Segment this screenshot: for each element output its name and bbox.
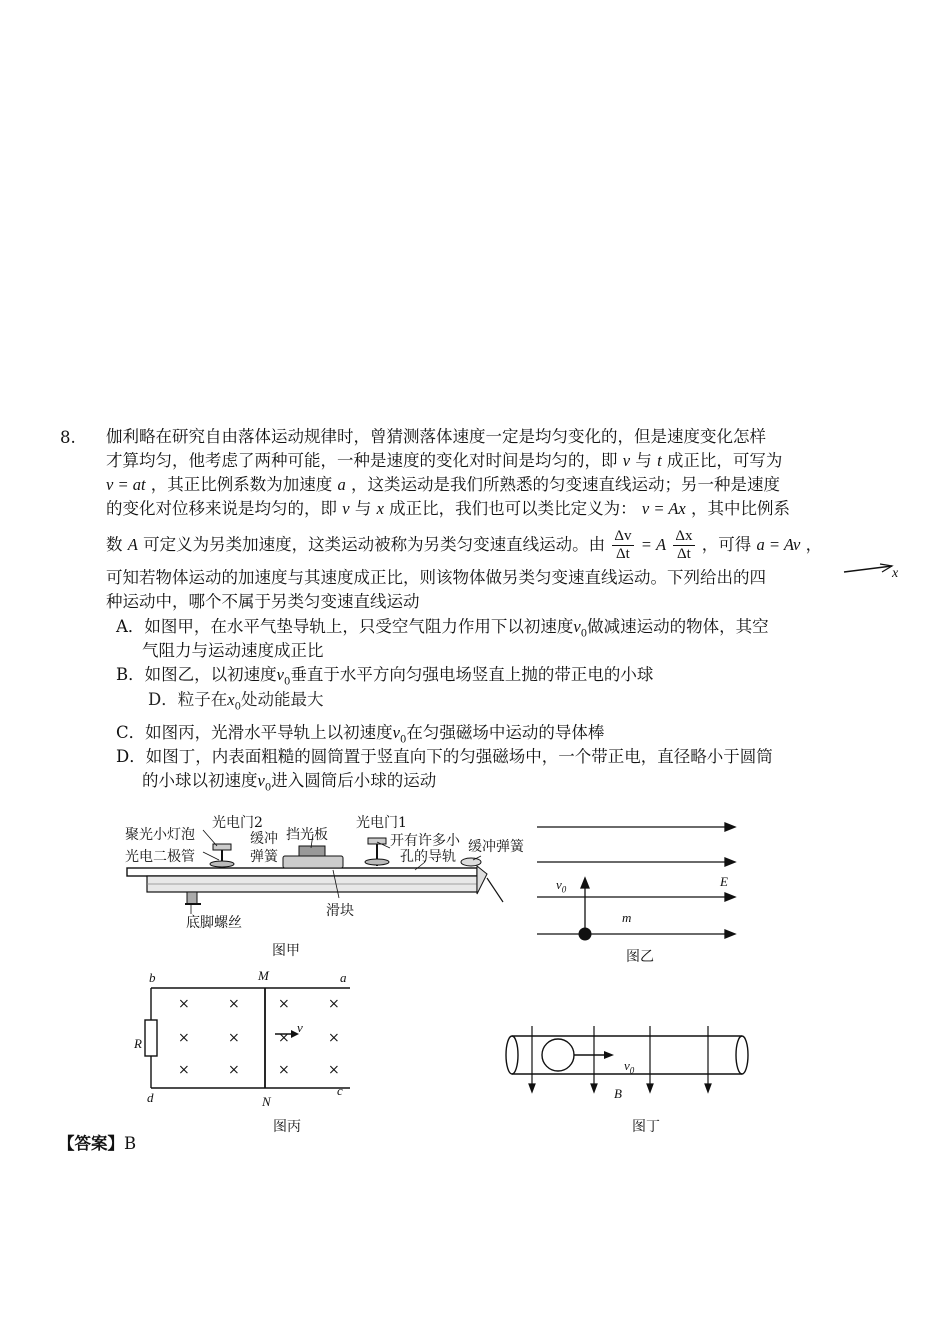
var-v: v [556, 877, 562, 892]
stem-text: ，其正比例系数为加速度 [150, 475, 333, 494]
label-E: E [720, 874, 728, 889]
numerator: Δv [614, 528, 632, 544]
stray-x-label: x [892, 566, 899, 581]
option-text: B．如图乙，以初速度 [116, 665, 277, 684]
label-blocking-plate: 挡光板 [286, 827, 328, 843]
var-A: A [127, 535, 138, 554]
option-text: 在匀强磁场中运动的导体棒 [406, 723, 605, 742]
numerator: Δx [675, 528, 693, 544]
stem-text: 可知若物体运动的加速度与其速度成正比，则该物体做另类匀变速直线运动。下列给出的四 [106, 568, 766, 587]
subscript: 0 [629, 1065, 635, 1076]
stem-line-6 [106, 567, 766, 589]
stem-line-3 [106, 474, 780, 496]
question-number: 8. [60, 428, 76, 447]
fraction-dx-dt [673, 528, 694, 563]
subscript: 0 [399, 734, 407, 746]
label-N: N [262, 1094, 271, 1109]
subscript: 0 [283, 676, 291, 688]
label-holes: 开有许多小 [390, 833, 460, 849]
stem-text: 与 [354, 499, 372, 518]
label-gate-1: 光电门1 [356, 815, 407, 831]
label-M: M [258, 968, 269, 983]
option-text: 做减速运动的物体，其空 [587, 617, 769, 636]
option-text: 气阻力与运动速度成正比 [142, 641, 324, 660]
answer-value: B [124, 1134, 137, 1153]
label-gate-2: 光电门2 [212, 815, 263, 831]
option-text: C．如图丙，光滑水平导轨上以初速度 [116, 723, 393, 742]
var-v: v [342, 499, 350, 518]
label-buffer-spring-2: 缓冲弹簧 [468, 839, 524, 855]
label-B: B [614, 1086, 622, 1101]
denominator: Δt [677, 546, 691, 562]
cross-icon: × [178, 1062, 190, 1078]
stem-text: 可定义为另类加速度，这类运动被称为另类匀变速直线运动。由 [143, 535, 606, 554]
label-R: R [134, 1036, 142, 1051]
cross-icon: × [228, 1062, 240, 1078]
caption-jia: 图甲 [272, 943, 300, 959]
caption-bing: 图丙 [273, 1119, 301, 1135]
var-v0: v [392, 723, 400, 742]
cross-icon: × [178, 996, 190, 1012]
stem-text: ，这类运动是我们所熟悉的匀变速直线运动；另一种是速度 [351, 475, 781, 494]
stem-text: 才算均匀，他考虑了两种可能，一种是速度的变化对时间是均匀的，即 [106, 451, 618, 470]
stem-text: ， [805, 535, 823, 554]
overlap-line [148, 689, 324, 713]
cross-icon: × [328, 996, 340, 1012]
label-foot-screw: 底脚螺丝 [186, 915, 242, 931]
answer-line [58, 1133, 136, 1155]
label-c: c [337, 1083, 343, 1098]
subscript: 0 [561, 884, 567, 895]
overlap-text: 处动能最大 [240, 690, 324, 709]
figure-yi-drawing [535, 818, 745, 943]
subscript: 0 [264, 782, 272, 794]
label-v0-yi [556, 877, 566, 895]
stem-text: 与 [635, 451, 652, 470]
var-x: x [376, 499, 384, 518]
cross-icon: × [278, 996, 290, 1012]
cross-icon: × [278, 1030, 290, 1046]
option-d-line-2 [142, 770, 436, 799]
stem-text: ，可得 [701, 535, 752, 554]
option-text: 垂直于水平方向匀强电场竖直上抛的带正电的小球 [290, 665, 654, 684]
stem-line-5 [106, 528, 822, 563]
option-text: 进入圆筒后小球的运动 [271, 771, 437, 790]
stem-line-4 [106, 498, 790, 520]
label-rail: 孔的导轨 [400, 849, 456, 865]
stem-text: 成正比，可写为 [666, 451, 783, 470]
formula-eq-a: = A [640, 535, 667, 554]
label-bulb: 聚光小灯泡 [125, 827, 195, 843]
stem-line-1 [106, 426, 766, 448]
cross-icon: × [278, 1062, 290, 1078]
label-d: d [147, 1090, 154, 1105]
var-x: x [227, 690, 235, 709]
denominator: Δt [616, 546, 630, 562]
var-v0: v [257, 771, 265, 790]
option-text: D．如图丁，内表面粗糙的圆筒置于竖直向下的匀强磁场中，一个带正电，直径略小于圆筒 [116, 747, 773, 766]
var-v: v [622, 451, 631, 470]
stem-text: 数 [106, 535, 123, 554]
var-v0: v [573, 617, 581, 636]
label-photodiode: 光电二极管 [125, 849, 195, 865]
stem-line-2 [106, 450, 782, 472]
caption-yi: 图乙 [626, 949, 654, 965]
formula-a-av: a = Av [756, 535, 801, 554]
var-v: v [624, 1058, 630, 1073]
option-text: A．如图甲，在水平气垫导轨上，只受空气阻力作用下以初速度 [116, 617, 574, 636]
caption-ding: 图丁 [632, 1119, 660, 1135]
overlap-text: D．粒子在 [148, 690, 228, 709]
cross-icon: × [328, 1062, 340, 1078]
stem-text: 伽利略在研究自由落体运动规律时，曾猜测落体速度一定是均匀变化的，但是速度变化怎样 [106, 427, 766, 446]
label-a: a [340, 970, 347, 985]
subscript: 0 [580, 628, 588, 640]
formula-v-ax: v = Ax [641, 499, 686, 518]
label-m: m [622, 910, 632, 925]
label-slider: 滑块 [326, 903, 354, 919]
label-v: v [297, 1020, 303, 1035]
label-spring-1: 弹簧 [250, 849, 278, 865]
label-b: b [149, 970, 156, 985]
stem-text: 的变化对位移来说是均匀的，即 [106, 499, 337, 518]
cross-icon: × [228, 996, 240, 1012]
stem-line-7 [106, 591, 420, 613]
var-a: a [337, 475, 346, 494]
stem-text: ，其中比例系 [690, 499, 790, 518]
var-t: t [657, 451, 662, 470]
stem-text: 成正比，我们也可以类比定义为： [389, 499, 637, 518]
label-v0-ding [624, 1058, 634, 1076]
formula-v-at: v = at [106, 475, 146, 494]
option-text: 的小球以初速度 [142, 771, 258, 790]
option-d-line-1 [116, 746, 773, 768]
subscript: 0 [234, 701, 241, 713]
cross-icon: × [228, 1030, 240, 1046]
cross-icon: × [328, 1030, 340, 1046]
fraction-dv-dt [612, 528, 633, 563]
label-buffer-1: 缓冲 [250, 831, 278, 847]
stem-text: 种运动中，哪个不属于另类匀变速直线运动 [106, 592, 420, 611]
answer-label: 【答案】 [58, 1134, 124, 1153]
option-a-line-2 [142, 640, 324, 662]
figure-bing-drawing [135, 978, 355, 1093]
var-v0: v [276, 665, 284, 684]
cross-icon: × [178, 1030, 190, 1046]
